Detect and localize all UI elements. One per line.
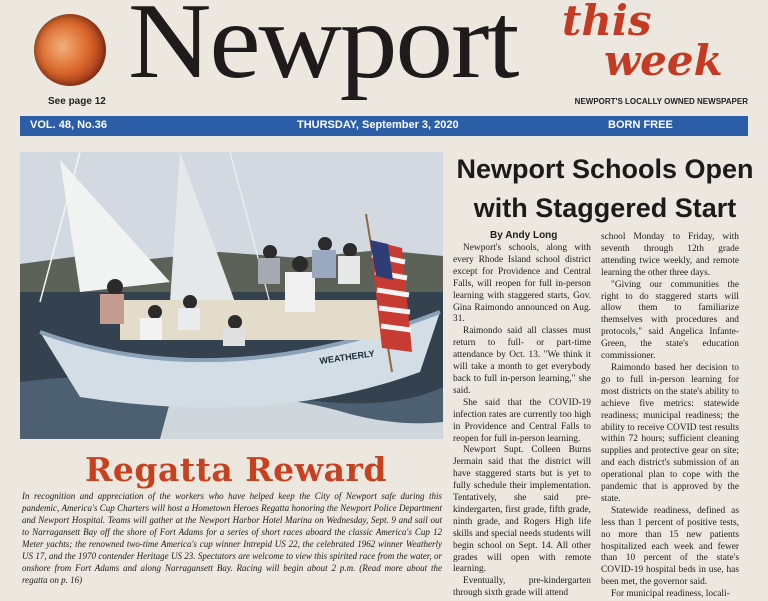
feature-headline: Regatta Reward	[85, 450, 387, 489]
paragraph: For municipal readiness, locali-	[611, 589, 730, 600]
teaser-label: See page 12	[48, 96, 106, 107]
masthead	[0, 0, 768, 112]
story-headline: Newport Schools Open with Staggered Start	[456, 154, 754, 223]
newspaper-title: Newport	[128, 0, 518, 101]
story-column-2	[601, 232, 739, 600]
paragraph: Newport's schools, along with every Rhode Island school district except for Providence and Central Falls, will reopen for full in-person learning with staggered starts, Gov. Gina Raimondo announced on Aug. 31.	[453, 243, 591, 325]
paragraph: Raimondo based her decision to go to full in-person learning for most districts on the state's ability to achieve five metrics: statewide readiness; municipal readiness; the ability to receive COVID test results within 72 hours; sufficient cleaning supplies and protective gear on site; and each district's submission of an operational plan to cope with the pandemic that is approved by the state.	[601, 362, 739, 504]
title-this: this	[562, 0, 652, 45]
story-byline: By Andy Long	[490, 230, 558, 241]
paragraph: Eventually, pre-kindergarten through sixth grade will attend	[453, 576, 591, 599]
paragraph: Newport Supt. Colleen Burns Jermain said that the district will have staggered starts but is yet to fully schedule their implementation. Tentatively, she said pre-kindergarten, first grade, fifth grade, ninth grade, and Rogers High life skills and special needs students will begin school on Sept. 14. All other grades will open with remote learning.	[453, 445, 591, 575]
paragraph: "Giving our communities the right to do staggered starts will allow them to familiarize themselves with procedures and protocols," said Angelica Infante-Green, the state's education commissioner.	[601, 279, 739, 362]
issue-date: THURSDAY, September 3, 2020	[297, 119, 459, 131]
tagline: NEWPORT'S LOCALLY OWNED NEWSPAPER	[574, 97, 748, 106]
volume-number: VOL. 48, No.36	[30, 119, 108, 131]
regatta-photo	[20, 152, 443, 439]
banner-motto: BORN FREE	[608, 119, 673, 131]
teaser-photo[interactable]	[34, 14, 106, 86]
feature-caption: In recognition and appreciation of the workers who have helped keep the City of Newport safe during this pandemic, America's Cup Charters will host a Hometown Heroes Regatta honoring the Newport Police Department and Newport Hospital. Teams will gather at the Newport Harbor Hotel Marina on Wednesday, Sept. 9 and sail out to Narragansett Bay off the shore of Fort Adams for a series of short races aboard the classic America's Cup 12 Meter yachts; the renowned two-time America's cup winner Intrepid US 22, the celebrated 1962 winner Weatherly US 17, and the 1970 contender Heritage US 23. Spectators are welcome to view this spirited race from the water, or onshore from Fort Adams and along Narragansett Bay. Racing will begin about 2 p.m. (Read more about the regatta on p. 16)	[22, 491, 442, 585]
paragraph: school Monday to Friday, with seventh through 12th grade attending twice weekly, and remote learning the other three days.	[601, 232, 739, 278]
paragraph: Raimondo said all classes must return to full- or part-time attendance by Oct. 13. "We think it will take a month to get everybody back to full in-person learning," she said.	[453, 326, 591, 396]
paragraph: Statewide readiness, defined as less than 1 percent of positive tests, no more than 15 new patients hospitalized each week and fewer than 10 percent of the state's COVID-19 hospital beds in use, has been met, the governor said.	[601, 505, 739, 588]
paragraph: She said that the COVID-19 infection rates are currently too high in Providence and Central Falls to reopen for full in-person learning.	[453, 397, 591, 444]
title-week: week	[604, 36, 723, 85]
boat-name-label: WEATHERLY	[318, 348, 376, 366]
issue-banner	[20, 116, 748, 136]
story-column-1	[453, 243, 591, 599]
